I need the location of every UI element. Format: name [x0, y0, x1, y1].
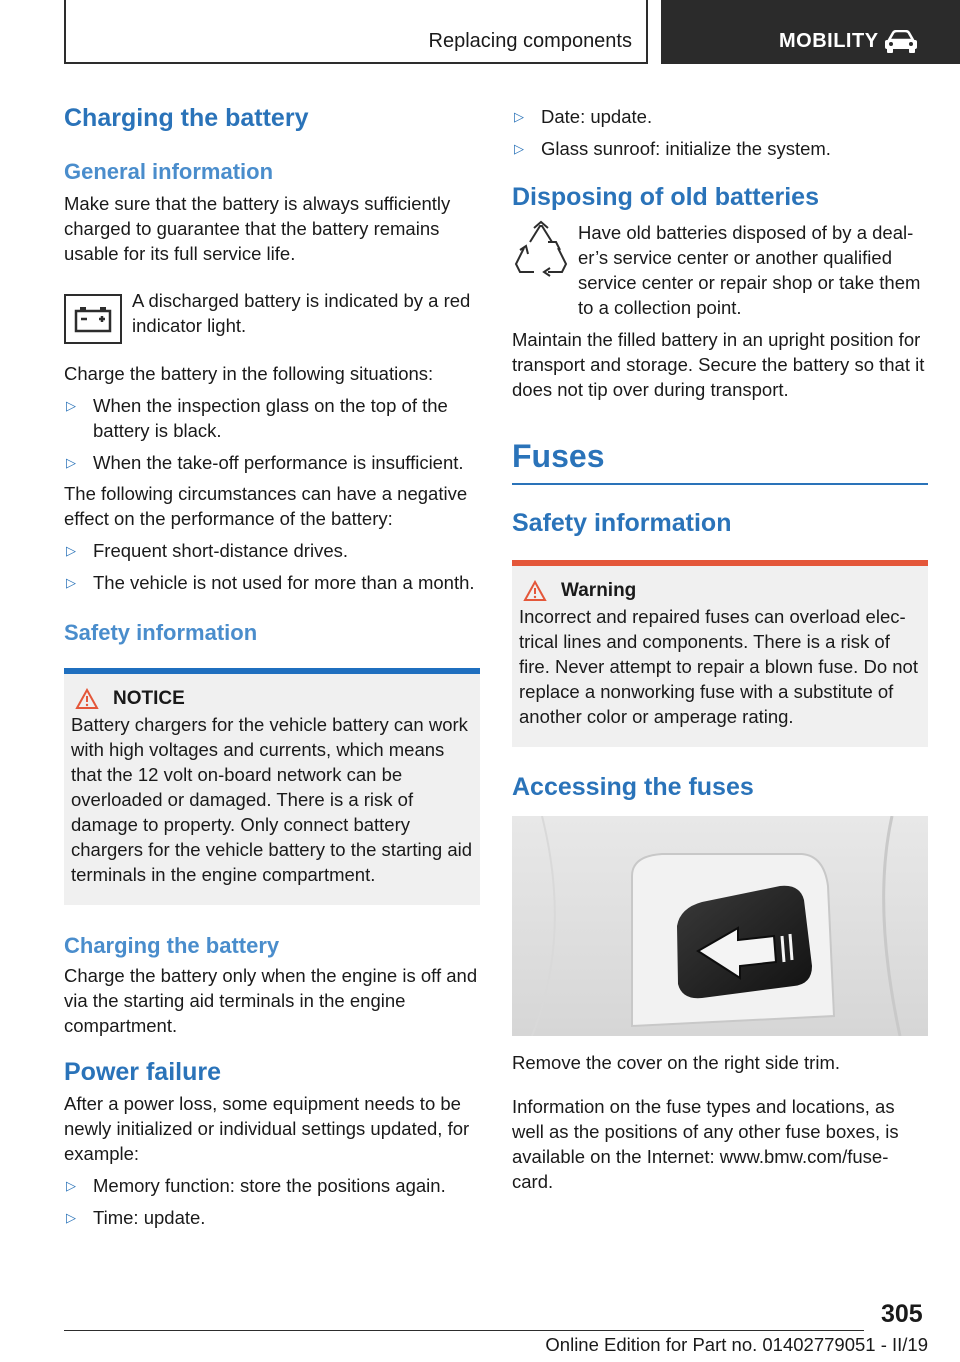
triangle-bullet-icon: ▷: [514, 109, 524, 124]
list-item: ▷ The vehicle is not used for more than a month.: [66, 572, 475, 593]
list-item: ▷ Frequent short-distance drives.: [66, 540, 349, 561]
fuse-cover-photo: [512, 816, 928, 1036]
disposing-block: [512, 220, 928, 320]
disposing-text: Have old batteries disposed of by a deal‐er’s service center or another qualified service center or repair shop or take them to a collection point.: [578, 222, 921, 318]
triangle-bullet-icon: ▷: [66, 575, 76, 590]
power-failure-list: [64, 1173, 480, 1230]
right-column: [512, 104, 928, 1194]
header-chapter-title: MOBILITY: [779, 30, 879, 52]
notice-title: NOTICE: [113, 688, 185, 709]
triangle-bullet-icon: ▷: [66, 1210, 76, 1225]
car-icon: [883, 30, 919, 59]
safety-info-heading: Safety information: [64, 620, 258, 645]
list-item: ▷ Date: update.: [514, 106, 653, 127]
triangle-bullet-icon: ▷: [66, 1178, 76, 1193]
triangle-bullet-icon: ▷: [66, 543, 76, 558]
accessing-fuses-heading: Accessing the fuses: [512, 773, 754, 801]
list-item: ▷ Glass sunroof: initialize the system.: [514, 138, 831, 159]
power-failure-text: After a power loss, some equipment needs to be newly initialized or individual settings updated, for example:: [64, 1093, 470, 1164]
warning-text: Incorrect and repaired fuses can overload elec‐trical lines and components. There is a risk of fire. Never attempt to repair a blown fuse. Do not replace a nonworking fuse with a substitute of another color or amperage rating.: [519, 606, 918, 727]
recycle-icon: [512, 220, 572, 300]
header-chapter-box: [661, 0, 960, 64]
notice-text: Battery chargers for the vehicle battery can work with high voltages and currents, which means that the 12 volt on-board network can be overloaded or damaged. There is a risk of damage to property. Only connect battery chargers for the vehicle battery to the starting aid terminals in the engine compartment.: [71, 714, 473, 885]
notice-box: [64, 668, 480, 905]
charging-text: Charge the battery only when the engine is off and via the starting aid terminals in the engine compartment.: [64, 965, 478, 1036]
maintain-text: Maintain the filled battery in an upright position for transport and storage. Secure the battery so that it does not tip over during transport.: [512, 329, 925, 400]
list-item: ▷ Memory function: store the positions again.: [66, 1175, 446, 1196]
power-failure-list-continued: [512, 104, 928, 161]
fuse-info-text: Information on the fuse types and locations, as well as the positions of any other fuse boxes, is available on the Internet: www.bmw.com/fuse‐card.: [512, 1096, 899, 1192]
header-section-title: Replacing components: [428, 30, 632, 52]
list-item: ▷ Time: update.: [66, 1207, 206, 1228]
situations-list: [64, 393, 480, 475]
warning-triangle-icon: [75, 688, 99, 710]
photo-caption: Remove the cover on the right side trim.: [512, 1052, 841, 1073]
fuses-title: Fuses: [512, 438, 928, 485]
list-item: ▷ When the inspection glass on the top of the battery is black.: [66, 395, 448, 441]
triangle-bullet-icon: ▷: [66, 398, 76, 413]
circumstances-intro: The following circumstances can have a negative effect on the performance of the battery:: [64, 483, 468, 529]
warning-title: Warning: [561, 580, 637, 601]
situations-intro: Charge the battery in the following situations:: [64, 363, 434, 384]
left-column: [64, 96, 480, 1230]
warning-box: [512, 560, 928, 747]
list-item: ▷ When the take-off performance is insufficient.: [66, 452, 464, 473]
battery-indicator-icon: [64, 294, 122, 344]
triangle-bullet-icon: ▷: [66, 455, 76, 470]
footer-divider: [64, 1330, 864, 1331]
triangle-bullet-icon: ▷: [514, 141, 524, 156]
battery-indicator-row: [64, 288, 480, 344]
warning-triangle-icon: [523, 580, 547, 602]
disposing-heading: Disposing of old batteries: [512, 183, 819, 211]
general-info-heading: General information: [64, 159, 274, 184]
battery-indicator-text: A discharged battery is indicated by a red indicator light.: [132, 290, 471, 336]
footer-edition: Online Edition for Part no. 01402779051 - II/19: [545, 1334, 928, 1355]
fuses-safety-heading: Safety information: [512, 509, 732, 537]
power-failure-heading: Power failure: [64, 1058, 221, 1086]
page-number: 305: [881, 1300, 923, 1328]
circumstances-list: [64, 538, 480, 595]
header-section-box: [64, 0, 648, 64]
charging-heading: Charging the battery: [64, 933, 280, 958]
general-info-text: Make sure that the battery is always sufficiently charged to guarantee that the battery remains usable for its full service life.: [64, 193, 451, 264]
page-title: Charging the battery: [64, 104, 309, 132]
